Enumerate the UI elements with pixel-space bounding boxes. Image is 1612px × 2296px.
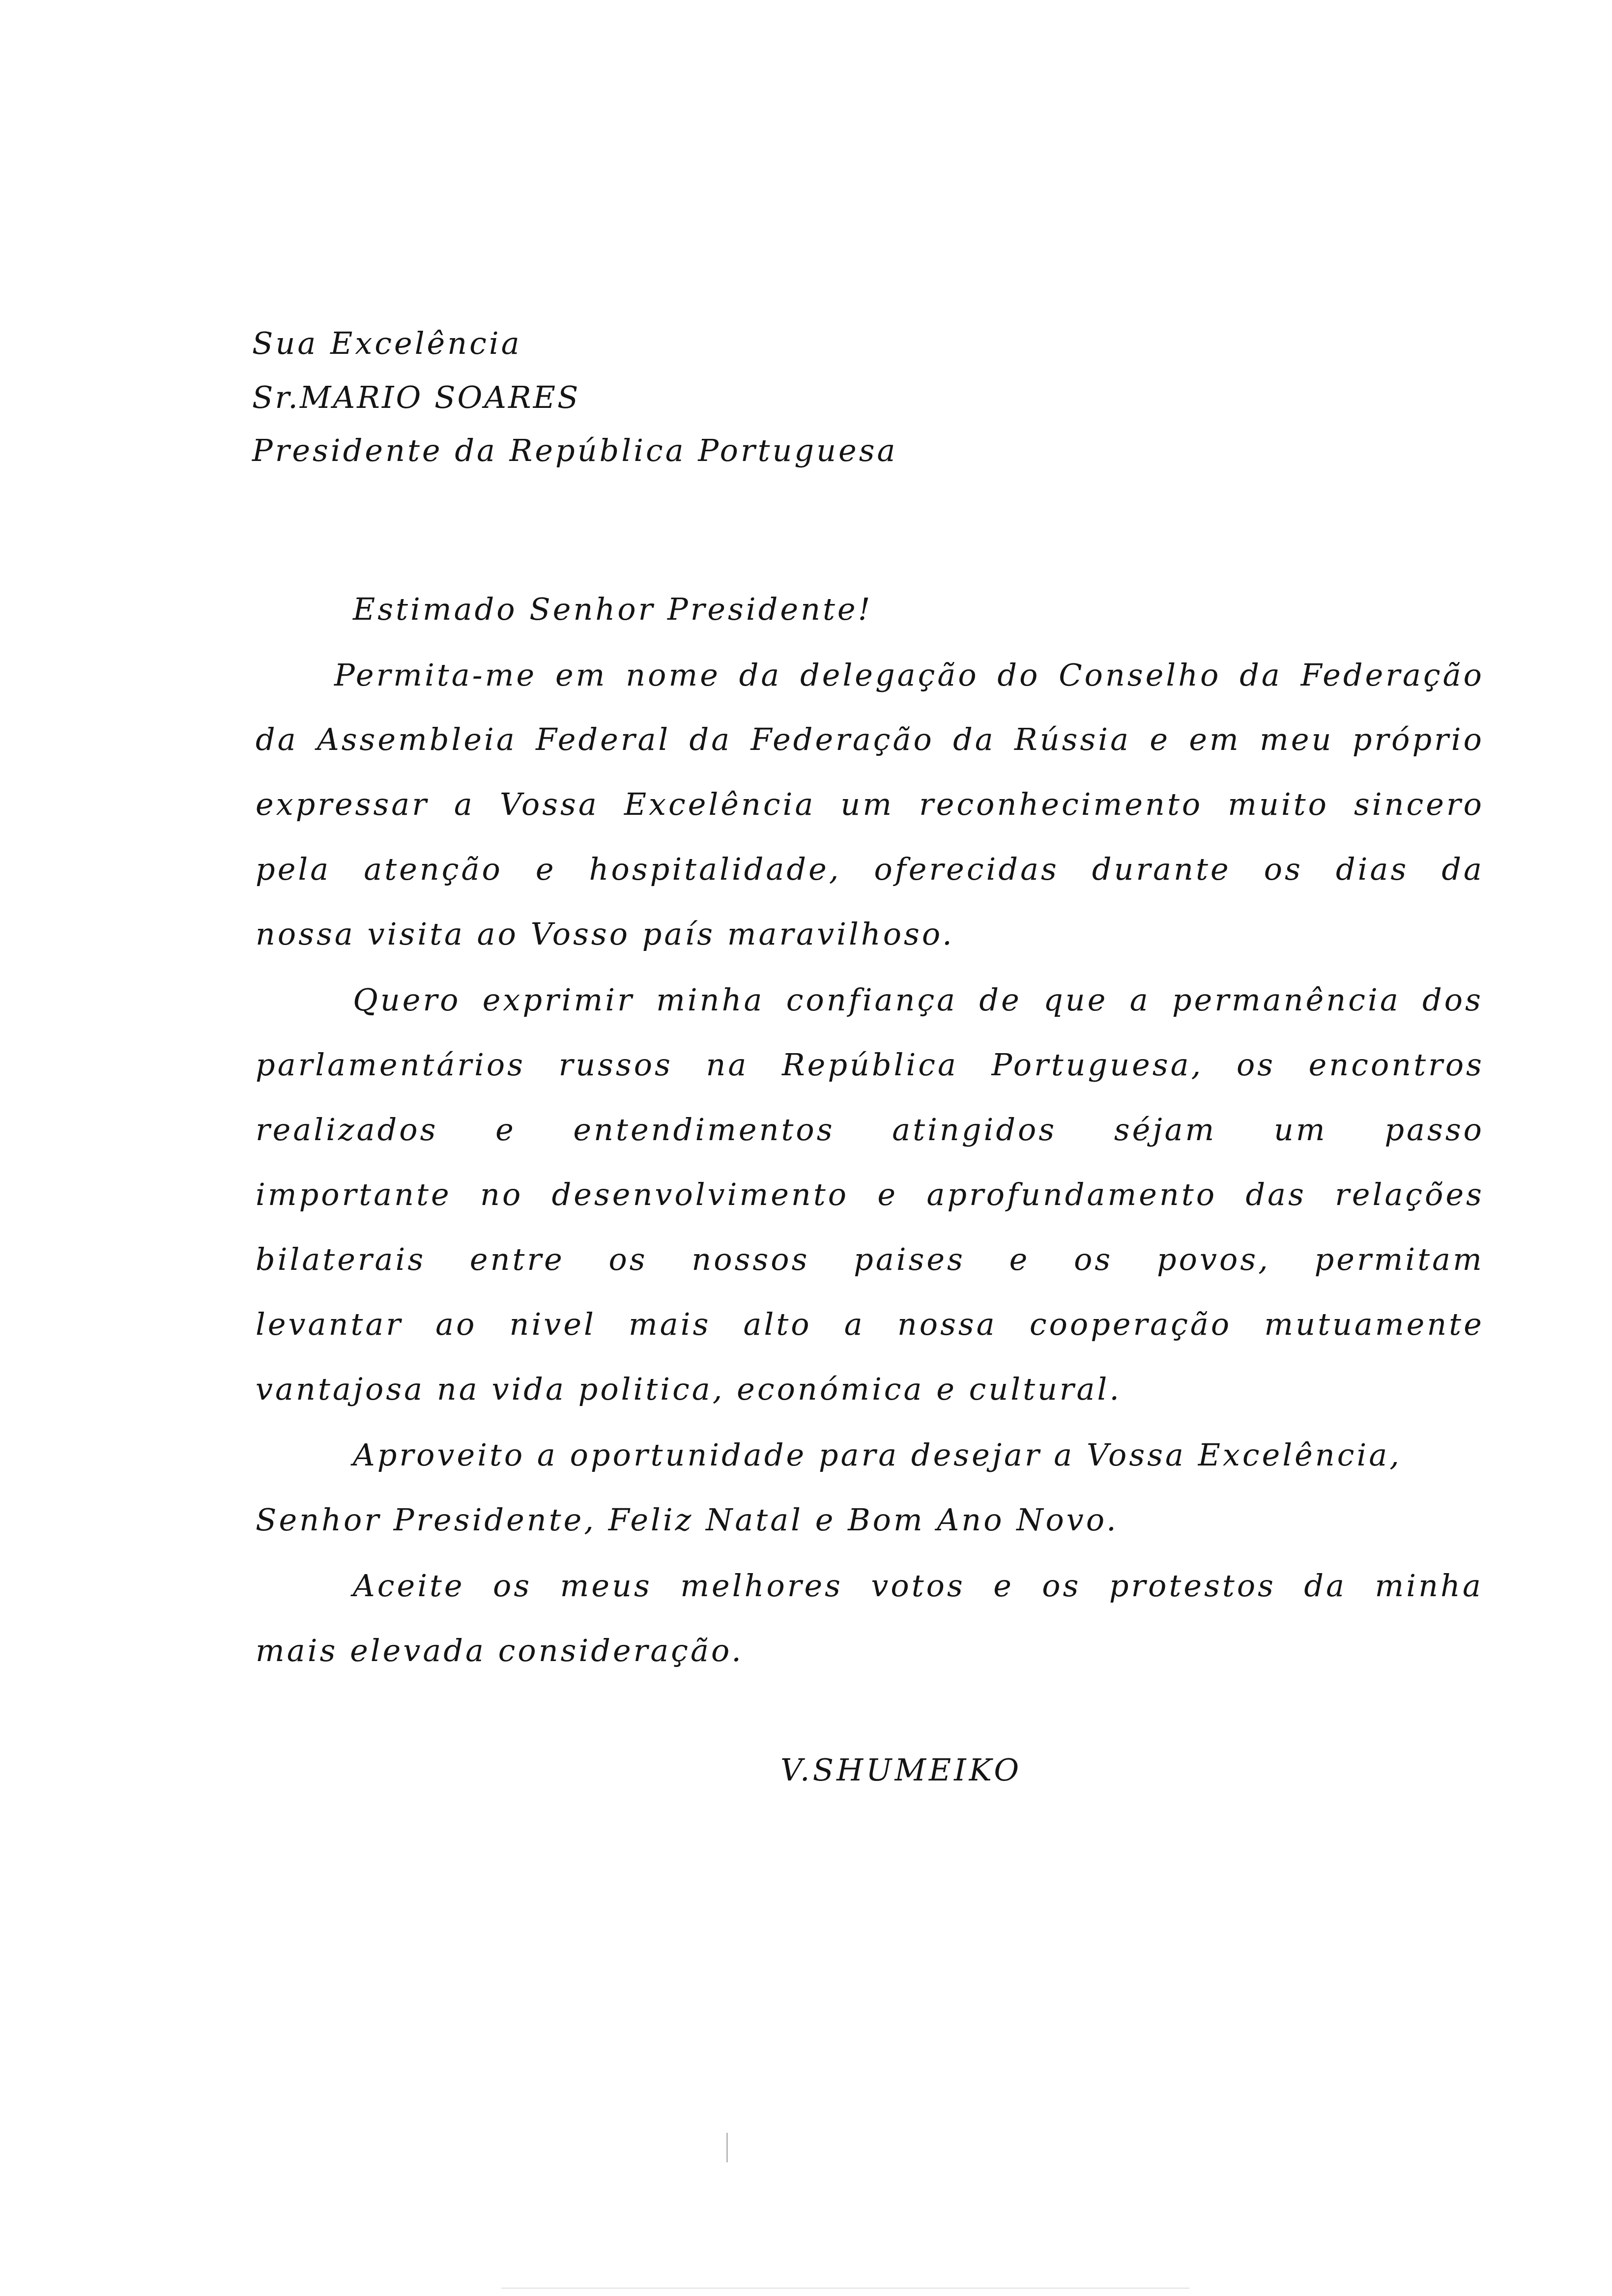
word: nossos [691,1241,810,1277]
word: melhores [680,1568,843,1604]
word: um [840,786,894,822]
word: da [953,721,996,757]
paragraph-line [256,1112,1484,1148]
word: sincero [1353,786,1484,822]
word: os [1042,1568,1081,1604]
word: Aceite [353,1568,465,1604]
word: durante [1092,851,1231,887]
word: Portuguesa, [991,1047,1204,1083]
paragraph-line: vantajosa na vida politica, económica e cultural. [256,1371,1122,1407]
greeting: Estimado Senhor Presidente! [353,591,873,627]
paragraph-line [334,657,1484,693]
word: os [608,1241,648,1277]
word: os [493,1568,532,1604]
scan-speck [726,2133,728,2162]
word: importante [256,1177,452,1212]
word: alto [743,1306,812,1342]
word: Permita-me [334,657,537,693]
word: expressar [256,786,429,822]
paragraph-line [353,982,1483,1018]
word: cooperação [1029,1306,1232,1342]
word: na [706,1047,749,1083]
word: Federal [536,721,671,757]
word: a [1129,982,1151,1018]
word: nome [626,657,720,693]
word: dias [1335,851,1409,887]
word: dos [1422,982,1483,1018]
word: povos, [1156,1241,1270,1277]
word: aprofundamento [926,1177,1217,1212]
word: Conselho [1059,657,1221,693]
word: em [1189,721,1241,757]
word: oferecidas [874,851,1059,887]
word: paises [854,1241,965,1277]
paragraph-line: nossa visita ao Vosso país maravilhoso. [256,916,954,952]
word: votos [871,1568,965,1604]
word: da [689,721,732,757]
word: hospitalidade, [589,851,841,887]
word: mutuamente [1264,1306,1484,1342]
word: a [844,1306,865,1342]
word: minha [1375,1568,1483,1604]
word: passo [1384,1112,1484,1148]
word: Federação [750,721,934,757]
word: e [877,1177,898,1212]
paragraph-line [256,1047,1484,1083]
word: a [454,786,475,822]
recipient-position: Presidente da República Portuguesa [252,432,898,468]
word: entre [469,1241,565,1277]
word: relações [1335,1177,1484,1212]
word: mais [629,1306,711,1342]
word: das [1245,1177,1306,1212]
word: muito [1228,786,1329,822]
signature: V.SHUMEIKO [780,1752,1022,1788]
word: nossa [897,1306,997,1342]
word: próprio [1352,721,1484,757]
word: da [256,721,298,757]
word: protestos [1109,1568,1276,1604]
paragraph-line [256,851,1484,887]
word: séjam [1114,1112,1217,1148]
word: e [1150,721,1171,757]
word: os [1074,1241,1113,1277]
recipient-salutation-title: Sua Excelência [252,325,522,361]
word: República [781,1047,958,1083]
paragraph-line: Senhor Presidente, Feliz Natal e Bom Ano Novo. [256,1502,1119,1538]
word: atenção [364,851,503,887]
word: delegação [800,657,979,693]
word: bilaterais [256,1241,426,1277]
word: de [979,982,1022,1018]
word: russos [558,1047,673,1083]
word: meu [1260,721,1334,757]
word: no [480,1177,523,1212]
word: da [1239,657,1282,693]
word: meus [560,1568,652,1604]
word: e [1009,1241,1030,1277]
word: nivel [509,1306,596,1342]
word: parlamentários [256,1047,525,1083]
word: entendimentos [573,1112,835,1148]
word: do [997,657,1040,693]
word: e [993,1568,1014,1604]
word: Quero [353,982,461,1018]
word: reconhecimento [919,786,1203,822]
word: em [555,657,607,693]
paragraph-line [256,1306,1484,1342]
word: atingidos [892,1112,1057,1148]
word: confiança [786,982,958,1018]
word: pela [256,851,331,887]
paragraph-line [353,1568,1483,1604]
scan-edge [501,2288,1189,2289]
word: desenvolvimento [551,1177,849,1212]
word: permitam [1314,1241,1484,1277]
paragraph-line [256,1241,1484,1277]
word: Excelência [624,786,816,822]
word: os [1236,1047,1276,1083]
word: Vossa [499,786,599,822]
word: da [739,657,782,693]
word: Assembleia [317,721,517,757]
word: Federação [1300,657,1484,693]
paragraph-line [256,721,1484,757]
word: ao [435,1306,477,1342]
word: e [495,1112,516,1148]
word: que [1043,982,1108,1018]
word: os [1264,851,1303,887]
word: encontros [1308,1047,1484,1083]
word: um [1273,1112,1327,1148]
recipient-name: Sr.MARIO SOARES [252,379,580,415]
paragraph-line [256,1177,1484,1212]
word: permanência [1172,982,1401,1018]
word: e [535,851,556,887]
word: da [1304,1568,1347,1604]
word: da [1441,851,1484,887]
paragraph-line: Aproveito a oportunidade para desejar a Vossa Excelência, [353,1437,1402,1473]
paragraph-line: mais elevada consideração. [256,1633,744,1668]
word: levantar [256,1306,403,1342]
word: realizados [256,1112,438,1148]
paragraph-line [256,786,1484,822]
word: Rússia [1014,721,1131,757]
word: minha [656,982,765,1018]
word: exprimir [482,982,634,1018]
